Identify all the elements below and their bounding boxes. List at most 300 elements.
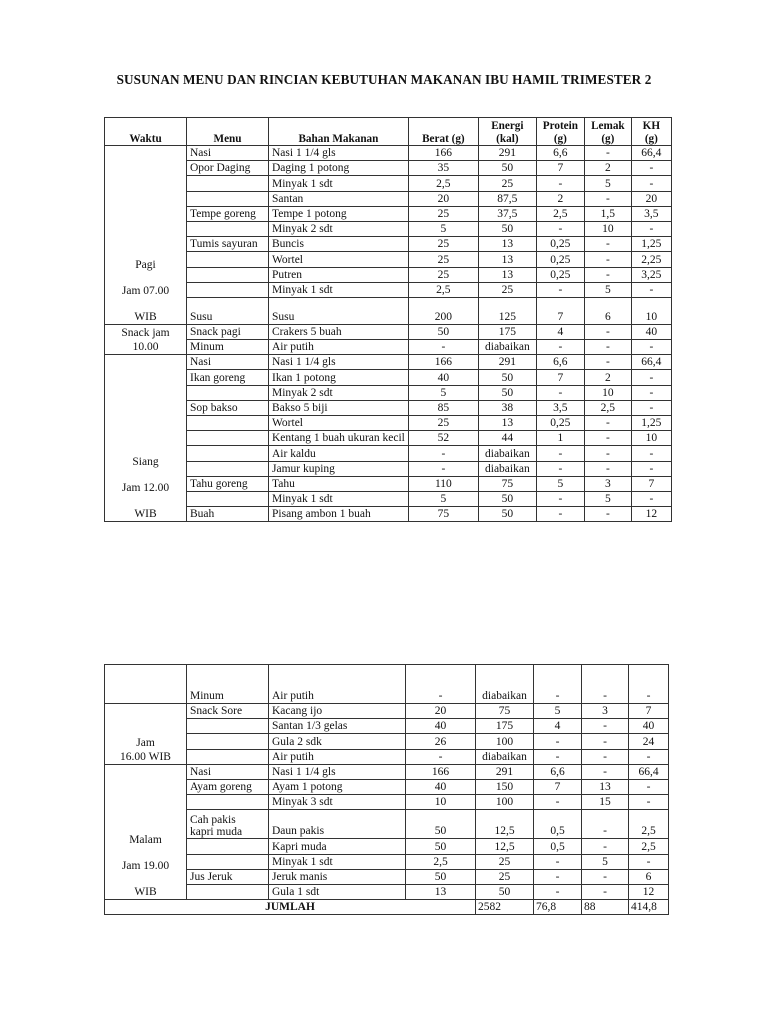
menu-cell bbox=[187, 416, 269, 431]
fat-cell: 3 bbox=[584, 476, 631, 491]
protein-cell: 0,25 bbox=[536, 252, 584, 267]
ingredient-cell: Ikan 1 potong bbox=[269, 370, 409, 385]
total-row bbox=[105, 900, 669, 915]
menu-cell bbox=[187, 491, 269, 506]
energy-cell: 13 bbox=[478, 237, 536, 252]
time-label: Jam 19.00 bbox=[121, 860, 170, 873]
energy-cell: diabaikan bbox=[478, 446, 536, 461]
menu-cell bbox=[187, 719, 269, 734]
fat-cell: - bbox=[582, 764, 629, 779]
ingredient-cell: Jeruk manis bbox=[269, 869, 406, 884]
ingredient-cell: Wortel bbox=[269, 252, 409, 267]
fat-cell: 2 bbox=[584, 370, 631, 385]
energy-cell: diabaikan bbox=[478, 340, 536, 355]
menu-cell: Ayam goreng bbox=[187, 779, 269, 794]
fat-cell: - bbox=[582, 734, 629, 749]
weight-cell: 75 bbox=[408, 507, 478, 522]
protein-cell: 4 bbox=[536, 324, 584, 339]
fat-cell: 15 bbox=[582, 795, 629, 810]
ingredient-cell: Minyak 2 sdt bbox=[269, 221, 409, 236]
fat-cell: - bbox=[584, 431, 631, 446]
total-label: JUMLAH bbox=[105, 900, 476, 915]
fat-cell: 1,5 bbox=[584, 206, 631, 221]
weight-cell: 35 bbox=[408, 161, 478, 176]
fat-cell: 5 bbox=[584, 282, 631, 297]
time-cell bbox=[105, 704, 187, 765]
fat-cell: - bbox=[584, 355, 631, 370]
table-row bbox=[105, 764, 669, 779]
protein-cell: - bbox=[536, 221, 584, 236]
carb-cell: 66,4 bbox=[629, 764, 669, 779]
protein-cell: 5 bbox=[536, 476, 584, 491]
weight-cell: 10 bbox=[406, 795, 476, 810]
protein-cell: - bbox=[536, 385, 584, 400]
energy-cell: 25 bbox=[476, 854, 534, 869]
weight-cell: 2,5 bbox=[408, 176, 478, 191]
protein-cell: 0,25 bbox=[536, 267, 584, 282]
protein-cell: 3,5 bbox=[536, 400, 584, 415]
carb-cell: 66,4 bbox=[631, 355, 671, 370]
fat-cell: 10 bbox=[584, 385, 631, 400]
table-row bbox=[105, 176, 672, 191]
ingredient-cell: Jamur kuping bbox=[269, 461, 409, 476]
weight-cell: 2,5 bbox=[406, 854, 476, 869]
fat-cell: 3 bbox=[582, 704, 629, 719]
header-lemak: Lemak (g) bbox=[584, 118, 631, 146]
protein-cell: - bbox=[536, 491, 584, 506]
menu-table-page-1 bbox=[104, 117, 672, 522]
carb-cell: 7 bbox=[631, 476, 671, 491]
fat-cell: 5 bbox=[582, 854, 629, 869]
protein-cell: 6,6 bbox=[534, 764, 582, 779]
header-protein: Protein (g) bbox=[536, 118, 584, 146]
ingredient-cell: Minyak 1 sdt bbox=[269, 282, 409, 297]
protein-cell: - bbox=[534, 749, 582, 764]
energy-cell: 50 bbox=[478, 221, 536, 236]
table-row bbox=[105, 719, 669, 734]
weight-cell: 25 bbox=[408, 416, 478, 431]
total-energy: 2582 bbox=[476, 900, 534, 915]
carb-cell: - bbox=[631, 282, 671, 297]
time-cell-empty bbox=[105, 665, 187, 704]
table-row bbox=[105, 446, 672, 461]
time-cell bbox=[105, 146, 187, 325]
protein-cell: - bbox=[536, 340, 584, 355]
weight-cell: 52 bbox=[408, 431, 478, 446]
ingredient-cell: Nasi 1 1/4 gls bbox=[269, 146, 409, 161]
fat-cell: - bbox=[582, 869, 629, 884]
header-energi: Energi (kal) bbox=[478, 118, 536, 146]
time-label: Jam bbox=[136, 736, 155, 749]
carb-cell: 10 bbox=[631, 431, 671, 446]
table-row bbox=[105, 221, 672, 236]
protein-cell: 6,6 bbox=[536, 355, 584, 370]
menu-cell bbox=[187, 176, 269, 191]
energy-cell: 13 bbox=[478, 252, 536, 267]
table-row bbox=[105, 704, 669, 719]
total-protein: 76,8 bbox=[534, 900, 582, 915]
menu-cell bbox=[187, 810, 269, 839]
menu-cell bbox=[187, 854, 269, 869]
table-row bbox=[105, 476, 672, 491]
protein-cell: 5 bbox=[534, 704, 582, 719]
menu-cell: Jus Jeruk bbox=[187, 869, 269, 884]
fat-cell: - bbox=[584, 340, 631, 355]
ingredient-cell: Ayam 1 potong bbox=[269, 779, 406, 794]
carb-cell: - bbox=[631, 370, 671, 385]
menu-cell bbox=[187, 884, 269, 899]
fat-cell: 13 bbox=[582, 779, 629, 794]
menu-cell bbox=[187, 282, 269, 297]
ingredient-cell: Minyak 1 sdt bbox=[269, 491, 409, 506]
carb-cell: - bbox=[629, 665, 669, 704]
protein-cell: - bbox=[534, 734, 582, 749]
carb-cell: 2,5 bbox=[629, 839, 669, 854]
weight-cell: - bbox=[406, 665, 476, 704]
menu-cell: Snack Sore bbox=[187, 704, 269, 719]
weight-cell: 25 bbox=[408, 252, 478, 267]
energy-cell: diabaikan bbox=[478, 461, 536, 476]
protein-cell: - bbox=[536, 461, 584, 476]
energy-cell: 37,5 bbox=[478, 206, 536, 221]
table-row bbox=[105, 839, 669, 854]
ingredient-cell: Minyak 3 sdt bbox=[269, 795, 406, 810]
menu-cell: Tahu goreng bbox=[187, 476, 269, 491]
carb-cell: 2,25 bbox=[631, 252, 671, 267]
energy-cell: 50 bbox=[476, 884, 534, 899]
fat-cell: 2 bbox=[584, 161, 631, 176]
ingredient-cell: Kentang 1 buah ukuran kecil bbox=[269, 431, 409, 446]
ingredient-cell: Tempe 1 potong bbox=[269, 206, 409, 221]
protein-cell: - bbox=[534, 795, 582, 810]
menu-cell: Opor Daging bbox=[187, 161, 269, 176]
energy-cell: 38 bbox=[478, 400, 536, 415]
energy-cell: 12,5 bbox=[476, 810, 534, 839]
energy-cell: 100 bbox=[476, 734, 534, 749]
carb-cell: 3,25 bbox=[631, 267, 671, 282]
ingredient-cell: Kacang ijo bbox=[269, 704, 406, 719]
energy-cell: 13 bbox=[478, 416, 536, 431]
table-row bbox=[105, 146, 672, 161]
ingredient-cell: Tahu bbox=[269, 476, 409, 491]
protein-cell: 7 bbox=[536, 161, 584, 176]
weight-cell: 50 bbox=[406, 869, 476, 884]
ingredient-cell: Susu bbox=[269, 297, 409, 324]
header-kh: KH (g) bbox=[631, 118, 671, 146]
fat-cell: - bbox=[584, 324, 631, 339]
carb-cell: - bbox=[631, 461, 671, 476]
weight-cell: - bbox=[408, 340, 478, 355]
fat-cell: - bbox=[582, 719, 629, 734]
menu-label: Cah pakis bbox=[190, 814, 236, 827]
weight-cell: 50 bbox=[406, 810, 476, 839]
table-row bbox=[105, 461, 672, 476]
energy-cell: 291 bbox=[476, 764, 534, 779]
fat-cell: - bbox=[584, 252, 631, 267]
carb-cell: 12 bbox=[629, 884, 669, 899]
table-row bbox=[105, 854, 669, 869]
carb-cell: - bbox=[631, 340, 671, 355]
carb-cell: 1,25 bbox=[631, 416, 671, 431]
carb-cell: 40 bbox=[631, 324, 671, 339]
protein-cell: - bbox=[534, 884, 582, 899]
carb-cell: 3,5 bbox=[631, 206, 671, 221]
fat-cell: - bbox=[584, 267, 631, 282]
carb-cell: - bbox=[631, 400, 671, 415]
carb-cell: 6 bbox=[629, 869, 669, 884]
menu-cell bbox=[187, 191, 269, 206]
protein-cell: 0,5 bbox=[534, 810, 582, 839]
carb-cell: 7 bbox=[629, 704, 669, 719]
total-fat: 88 bbox=[582, 900, 629, 915]
ingredient-cell: Crakers 5 buah bbox=[269, 324, 409, 339]
time-label: Jam 12.00 bbox=[121, 482, 170, 495]
ingredient-cell: Minyak 1 sdt bbox=[269, 176, 409, 191]
carb-cell: - bbox=[631, 221, 671, 236]
menu-cell: Minum bbox=[187, 665, 269, 704]
menu-cell bbox=[187, 221, 269, 236]
menu-cell: Susu bbox=[187, 297, 269, 324]
table-row bbox=[105, 431, 672, 446]
table-row bbox=[105, 297, 672, 324]
protein-cell: 0,25 bbox=[536, 416, 584, 431]
protein-cell: - bbox=[534, 665, 582, 704]
ingredient-cell: Gula 2 sdk bbox=[269, 734, 406, 749]
carb-cell: 2,5 bbox=[629, 810, 669, 839]
table-row bbox=[105, 665, 669, 704]
weight-cell: - bbox=[408, 446, 478, 461]
energy-cell: 12,5 bbox=[476, 839, 534, 854]
time-label: Malam bbox=[129, 834, 162, 847]
weight-cell: 13 bbox=[406, 884, 476, 899]
energy-cell: 75 bbox=[478, 476, 536, 491]
weight-cell: 25 bbox=[408, 267, 478, 282]
ingredient-cell: Putren bbox=[269, 267, 409, 282]
time-label: WIB bbox=[134, 310, 157, 323]
carb-cell: 40 bbox=[629, 719, 669, 734]
carb-cell: 10 bbox=[631, 297, 671, 324]
ingredient-cell: Air putih bbox=[269, 665, 406, 704]
header-berat: Berat (g) bbox=[408, 118, 478, 146]
fat-cell: - bbox=[582, 810, 629, 839]
protein-cell: 7 bbox=[534, 779, 582, 794]
fat-cell: - bbox=[584, 146, 631, 161]
table-row bbox=[105, 282, 672, 297]
menu-cell: Tempe goreng bbox=[187, 206, 269, 221]
total-carb: 414,8 bbox=[629, 900, 669, 915]
protein-cell: 4 bbox=[534, 719, 582, 734]
menu-cell bbox=[187, 446, 269, 461]
energy-cell: 175 bbox=[478, 324, 536, 339]
menu-cell bbox=[187, 385, 269, 400]
table-row bbox=[105, 161, 672, 176]
menu-cell: Nasi bbox=[187, 355, 269, 370]
protein-cell: 2 bbox=[536, 191, 584, 206]
table-row bbox=[105, 869, 669, 884]
energy-cell: 150 bbox=[476, 779, 534, 794]
weight-cell: 110 bbox=[408, 476, 478, 491]
time-cell bbox=[105, 355, 187, 522]
ingredient-cell: Air kaldu bbox=[269, 446, 409, 461]
menu-cell bbox=[187, 267, 269, 282]
weight-cell: 166 bbox=[408, 355, 478, 370]
header-row bbox=[105, 118, 672, 146]
time-label: WIB bbox=[134, 508, 157, 521]
weight-cell: 166 bbox=[408, 146, 478, 161]
fat-cell: - bbox=[582, 839, 629, 854]
carb-cell: - bbox=[631, 491, 671, 506]
table-row bbox=[105, 385, 672, 400]
fat-cell: - bbox=[582, 665, 629, 704]
time-label: Snack jam bbox=[121, 327, 170, 340]
table-row bbox=[105, 884, 669, 899]
carb-cell: 66,4 bbox=[631, 146, 671, 161]
menu-cell: Minum bbox=[187, 340, 269, 355]
menu-cell bbox=[187, 252, 269, 267]
menu-table-page-2 bbox=[104, 664, 669, 915]
ingredient-cell: Daging 1 potong bbox=[269, 161, 409, 176]
ingredient-cell: Nasi 1 1/4 gls bbox=[269, 355, 409, 370]
header-menu: Menu bbox=[187, 118, 269, 146]
table-row bbox=[105, 191, 672, 206]
ingredient-cell: Minyak 1 sdt bbox=[269, 854, 406, 869]
energy-cell: 25 bbox=[478, 176, 536, 191]
time-label: Pagi bbox=[135, 258, 156, 271]
carb-cell: - bbox=[629, 779, 669, 794]
fat-cell: - bbox=[584, 237, 631, 252]
table-row bbox=[105, 206, 672, 221]
protein-cell: 2,5 bbox=[536, 206, 584, 221]
table-row bbox=[105, 370, 672, 385]
fat-cell: 10 bbox=[584, 221, 631, 236]
protein-cell: 1 bbox=[536, 431, 584, 446]
energy-cell: 100 bbox=[476, 795, 534, 810]
energy-cell: 50 bbox=[478, 507, 536, 522]
table-row bbox=[105, 340, 672, 355]
menu-cell bbox=[187, 839, 269, 854]
menu-label: kapri muda bbox=[190, 826, 243, 839]
energy-cell: diabaikan bbox=[476, 665, 534, 704]
weight-cell: 50 bbox=[408, 324, 478, 339]
energy-cell: 291 bbox=[478, 355, 536, 370]
ingredient-cell: Air putih bbox=[269, 340, 409, 355]
ingredient-cell: Kapri muda bbox=[269, 839, 406, 854]
table-row bbox=[105, 237, 672, 252]
weight-cell: 26 bbox=[406, 734, 476, 749]
carb-cell: 1,25 bbox=[631, 237, 671, 252]
time-label: Siang bbox=[132, 456, 159, 469]
fat-cell: 5 bbox=[584, 491, 631, 506]
protein-cell: - bbox=[536, 507, 584, 522]
table-row bbox=[105, 252, 672, 267]
energy-cell: 44 bbox=[478, 431, 536, 446]
energy-cell: 25 bbox=[476, 869, 534, 884]
fat-cell: - bbox=[584, 461, 631, 476]
protein-cell: 7 bbox=[536, 370, 584, 385]
energy-cell: 50 bbox=[478, 370, 536, 385]
energy-cell: 175 bbox=[476, 719, 534, 734]
table-row bbox=[105, 507, 672, 522]
menu-cell bbox=[187, 734, 269, 749]
weight-cell: 40 bbox=[408, 370, 478, 385]
table-row bbox=[105, 749, 669, 764]
weight-cell: - bbox=[408, 461, 478, 476]
time-cell bbox=[105, 764, 187, 899]
menu-cell bbox=[187, 461, 269, 476]
menu-cell: Ikan goreng bbox=[187, 370, 269, 385]
table-row bbox=[105, 267, 672, 282]
energy-cell: 50 bbox=[478, 385, 536, 400]
weight-cell: - bbox=[406, 749, 476, 764]
weight-cell: 85 bbox=[408, 400, 478, 415]
menu-cell bbox=[187, 795, 269, 810]
weight-cell: 50 bbox=[406, 839, 476, 854]
weight-cell: 5 bbox=[408, 491, 478, 506]
fat-cell: - bbox=[584, 507, 631, 522]
ingredient-cell: Nasi 1 1/4 gls bbox=[269, 764, 406, 779]
weight-cell: 25 bbox=[408, 237, 478, 252]
energy-cell: 13 bbox=[478, 267, 536, 282]
carb-cell: 24 bbox=[629, 734, 669, 749]
carb-cell: 12 bbox=[631, 507, 671, 522]
fat-cell: - bbox=[584, 191, 631, 206]
ingredient-cell: Wortel bbox=[269, 416, 409, 431]
time-label: Jam 07.00 bbox=[121, 284, 170, 297]
carb-cell: 20 bbox=[631, 191, 671, 206]
menu-cell: Snack pagi bbox=[187, 324, 269, 339]
fat-cell: - bbox=[582, 749, 629, 764]
menu-cell: Tumis sayuran bbox=[187, 237, 269, 252]
menu-cell: Nasi bbox=[187, 146, 269, 161]
energy-cell: 25 bbox=[478, 282, 536, 297]
weight-cell: 166 bbox=[406, 764, 476, 779]
carb-cell: - bbox=[629, 749, 669, 764]
ingredient-cell: Gula 1 sdt bbox=[269, 884, 406, 899]
weight-cell: 2,5 bbox=[408, 282, 478, 297]
menu-cell bbox=[187, 749, 269, 764]
protein-cell: - bbox=[534, 869, 582, 884]
time-label: 16.00 WIB bbox=[120, 750, 171, 763]
carb-cell: - bbox=[631, 385, 671, 400]
table-row bbox=[105, 324, 672, 339]
table-row bbox=[105, 355, 672, 370]
header-waktu: Waktu bbox=[105, 118, 187, 146]
protein-cell: 7 bbox=[536, 297, 584, 324]
weight-cell: 20 bbox=[408, 191, 478, 206]
protein-cell: 6,6 bbox=[536, 146, 584, 161]
table-row bbox=[105, 734, 669, 749]
weight-cell: 40 bbox=[406, 779, 476, 794]
protein-cell: - bbox=[536, 176, 584, 191]
energy-cell: 75 bbox=[476, 704, 534, 719]
time-label: 10.00 bbox=[132, 341, 159, 354]
menu-cell: Sop bakso bbox=[187, 400, 269, 415]
energy-cell: 87,5 bbox=[478, 191, 536, 206]
menu-cell: Nasi bbox=[187, 764, 269, 779]
table-row bbox=[105, 779, 669, 794]
carb-cell: - bbox=[631, 161, 671, 176]
carb-cell: - bbox=[631, 446, 671, 461]
menu-cell bbox=[187, 431, 269, 446]
table-row bbox=[105, 810, 669, 839]
menu-cell: Buah bbox=[187, 507, 269, 522]
energy-cell: 291 bbox=[478, 146, 536, 161]
ingredient-cell: Santan 1/3 gelas bbox=[269, 719, 406, 734]
protein-cell: - bbox=[536, 282, 584, 297]
energy-cell: diabaikan bbox=[476, 749, 534, 764]
ingredient-cell: Pisang ambon 1 buah bbox=[269, 507, 409, 522]
carb-cell: - bbox=[631, 176, 671, 191]
